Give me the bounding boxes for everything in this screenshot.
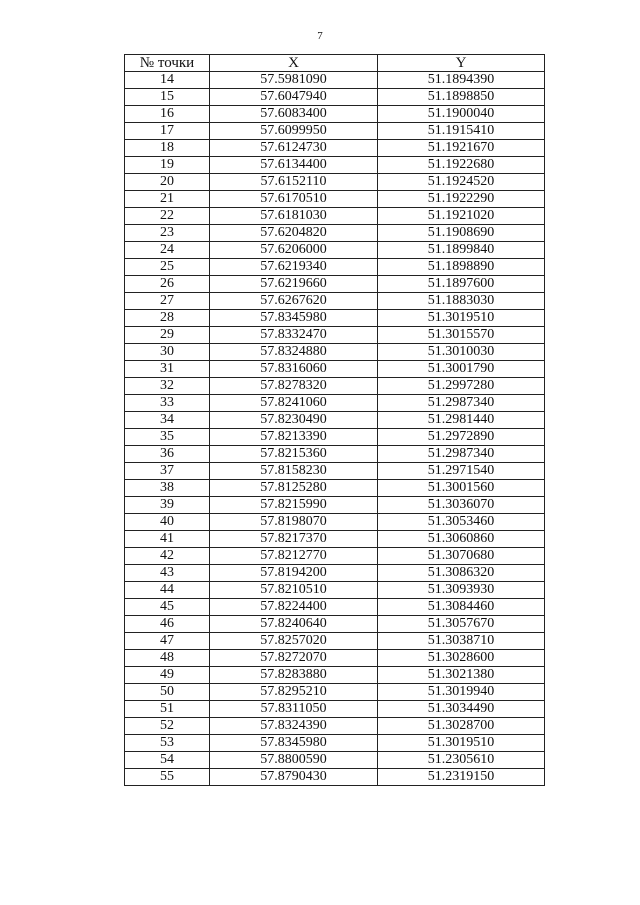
header-point-number: № точки <box>125 55 210 72</box>
x-cell: 57.8790430 <box>210 769 378 786</box>
table-row <box>125 140 545 157</box>
point-number-cell: 37 <box>125 463 210 480</box>
y-cell: 51.3060860 <box>378 531 545 548</box>
x-cell: 57.8125280 <box>210 480 378 497</box>
y-cell: 51.1894390 <box>378 72 545 89</box>
x-cell: 57.8295210 <box>210 684 378 701</box>
x-cell: 57.8215360 <box>210 446 378 463</box>
table-row <box>125 769 545 786</box>
y-cell: 51.1899840 <box>378 242 545 259</box>
table-row <box>125 123 545 140</box>
table-row <box>125 72 545 89</box>
table-row <box>125 344 545 361</box>
table-body <box>125 72 545 786</box>
y-cell: 51.1908690 <box>378 225 545 242</box>
x-cell: 57.6206000 <box>210 242 378 259</box>
x-cell: 57.6204820 <box>210 225 378 242</box>
y-cell: 51.2987340 <box>378 395 545 412</box>
y-cell: 51.3053460 <box>378 514 545 531</box>
x-cell: 57.8213390 <box>210 429 378 446</box>
point-number-cell: 49 <box>125 667 210 684</box>
x-cell: 57.8212770 <box>210 548 378 565</box>
x-cell: 57.8283880 <box>210 667 378 684</box>
x-cell: 57.6099950 <box>210 123 378 140</box>
point-number-cell: 47 <box>125 633 210 650</box>
y-cell: 51.3034490 <box>378 701 545 718</box>
point-number-cell: 51 <box>125 701 210 718</box>
y-cell: 51.1900040 <box>378 106 545 123</box>
point-number-cell: 54 <box>125 752 210 769</box>
table-row <box>125 497 545 514</box>
x-cell: 57.8257020 <box>210 633 378 650</box>
point-number-cell: 40 <box>125 514 210 531</box>
table-row <box>125 395 545 412</box>
point-number-cell: 22 <box>125 208 210 225</box>
y-cell: 51.1922680 <box>378 157 545 174</box>
table-row <box>125 735 545 752</box>
x-cell: 57.8210510 <box>210 582 378 599</box>
table-row <box>125 310 545 327</box>
table-row <box>125 225 545 242</box>
point-number-cell: 48 <box>125 650 210 667</box>
point-number-cell: 31 <box>125 361 210 378</box>
y-cell: 51.3028700 <box>378 718 545 735</box>
x-cell: 57.8272070 <box>210 650 378 667</box>
y-cell: 51.2987340 <box>378 446 545 463</box>
table-row <box>125 514 545 531</box>
table-row <box>125 616 545 633</box>
table-row <box>125 293 545 310</box>
y-cell: 51.3036070 <box>378 497 545 514</box>
y-cell: 51.1898890 <box>378 259 545 276</box>
table-row <box>125 208 545 225</box>
x-cell: 57.5981090 <box>210 72 378 89</box>
table-row <box>125 531 545 548</box>
x-cell: 57.8241060 <box>210 395 378 412</box>
point-number-cell: 55 <box>125 769 210 786</box>
point-number-cell: 45 <box>125 599 210 616</box>
table-row <box>125 361 545 378</box>
y-cell: 51.2981440 <box>378 412 545 429</box>
y-cell: 51.1921020 <box>378 208 545 225</box>
point-number-cell: 50 <box>125 684 210 701</box>
y-cell: 51.1915410 <box>378 123 545 140</box>
point-number-cell: 39 <box>125 497 210 514</box>
table-row <box>125 582 545 599</box>
table-row <box>125 242 545 259</box>
point-number-cell: 28 <box>125 310 210 327</box>
table-row <box>125 259 545 276</box>
y-cell: 51.3010030 <box>378 344 545 361</box>
x-cell: 57.8324390 <box>210 718 378 735</box>
table-row <box>125 157 545 174</box>
point-number-cell: 21 <box>125 191 210 208</box>
header-y: Y <box>378 55 545 72</box>
point-number-cell: 16 <box>125 106 210 123</box>
x-cell: 57.8316060 <box>210 361 378 378</box>
x-cell: 57.6083400 <box>210 106 378 123</box>
point-number-cell: 17 <box>125 123 210 140</box>
y-cell: 51.3015570 <box>378 327 545 344</box>
point-number-cell: 35 <box>125 429 210 446</box>
x-cell: 57.6219660 <box>210 276 378 293</box>
y-cell: 51.3001560 <box>378 480 545 497</box>
point-number-cell: 19 <box>125 157 210 174</box>
table-row <box>125 718 545 735</box>
x-cell: 57.8198070 <box>210 514 378 531</box>
y-cell: 51.1924520 <box>378 174 545 191</box>
y-cell: 51.1921670 <box>378 140 545 157</box>
point-number-cell: 44 <box>125 582 210 599</box>
table-row <box>125 276 545 293</box>
table-row <box>125 650 545 667</box>
header-row <box>125 55 545 72</box>
x-cell: 57.8217370 <box>210 531 378 548</box>
table-row <box>125 174 545 191</box>
point-number-cell: 20 <box>125 174 210 191</box>
table-row <box>125 480 545 497</box>
y-cell: 51.1922290 <box>378 191 545 208</box>
point-number-cell: 24 <box>125 242 210 259</box>
point-number-cell: 26 <box>125 276 210 293</box>
y-cell: 51.2305610 <box>378 752 545 769</box>
x-cell: 57.6047940 <box>210 89 378 106</box>
table-row <box>125 548 545 565</box>
y-cell: 51.3019940 <box>378 684 545 701</box>
point-number-cell: 15 <box>125 89 210 106</box>
y-cell: 51.3086320 <box>378 565 545 582</box>
y-cell: 51.3001790 <box>378 361 545 378</box>
y-cell: 51.3019510 <box>378 735 545 752</box>
y-cell: 51.3028600 <box>378 650 545 667</box>
table-row <box>125 191 545 208</box>
table-row <box>125 565 545 582</box>
table-row <box>125 378 545 395</box>
x-cell: 57.8240640 <box>210 616 378 633</box>
y-cell: 51.3019510 <box>378 310 545 327</box>
y-cell: 51.1883030 <box>378 293 545 310</box>
point-number-cell: 38 <box>125 480 210 497</box>
table-row <box>125 446 545 463</box>
x-cell: 57.8345980 <box>210 310 378 327</box>
table-row <box>125 752 545 769</box>
y-cell: 51.3070680 <box>378 548 545 565</box>
table-row <box>125 412 545 429</box>
point-number-cell: 29 <box>125 327 210 344</box>
coordinates-table <box>124 54 545 786</box>
x-cell: 57.6124730 <box>210 140 378 157</box>
y-cell: 51.2319150 <box>378 769 545 786</box>
x-cell: 57.8324880 <box>210 344 378 361</box>
point-number-cell: 33 <box>125 395 210 412</box>
x-cell: 57.6170510 <box>210 191 378 208</box>
table-row <box>125 599 545 616</box>
y-cell: 51.3021380 <box>378 667 545 684</box>
y-cell: 51.2971540 <box>378 463 545 480</box>
page-number: 7 <box>317 30 323 42</box>
table-row <box>125 429 545 446</box>
point-number-cell: 41 <box>125 531 210 548</box>
x-cell: 57.8278320 <box>210 378 378 395</box>
point-number-cell: 52 <box>125 718 210 735</box>
table-header <box>125 55 545 72</box>
y-cell: 51.2997280 <box>378 378 545 395</box>
x-cell: 57.6267620 <box>210 293 378 310</box>
table-row <box>125 667 545 684</box>
table-row <box>125 633 545 650</box>
x-cell: 57.6181030 <box>210 208 378 225</box>
point-number-cell: 27 <box>125 293 210 310</box>
table-row <box>125 463 545 480</box>
point-number-cell: 14 <box>125 72 210 89</box>
point-number-cell: 42 <box>125 548 210 565</box>
x-cell: 57.6134400 <box>210 157 378 174</box>
table-row <box>125 89 545 106</box>
point-number-cell: 23 <box>125 225 210 242</box>
point-number-cell: 46 <box>125 616 210 633</box>
x-cell: 57.8194200 <box>210 565 378 582</box>
y-cell: 51.3057670 <box>378 616 545 633</box>
header-x: X <box>210 55 378 72</box>
table-row <box>125 327 545 344</box>
x-cell: 57.8215990 <box>210 497 378 514</box>
point-number-cell: 36 <box>125 446 210 463</box>
y-cell: 51.2972890 <box>378 429 545 446</box>
point-number-cell: 43 <box>125 565 210 582</box>
point-number-cell: 25 <box>125 259 210 276</box>
x-cell: 57.8158230 <box>210 463 378 480</box>
y-cell: 51.3084460 <box>378 599 545 616</box>
table-row <box>125 684 545 701</box>
table-row <box>125 701 545 718</box>
x-cell: 57.8311050 <box>210 701 378 718</box>
x-cell: 57.8224400 <box>210 599 378 616</box>
x-cell: 57.6219340 <box>210 259 378 276</box>
point-number-cell: 34 <box>125 412 210 429</box>
x-cell: 57.8800590 <box>210 752 378 769</box>
y-cell: 51.3093930 <box>378 582 545 599</box>
point-number-cell: 32 <box>125 378 210 395</box>
x-cell: 57.8332470 <box>210 327 378 344</box>
table-row <box>125 106 545 123</box>
point-number-cell: 53 <box>125 735 210 752</box>
y-cell: 51.1897600 <box>378 276 545 293</box>
x-cell: 57.8345980 <box>210 735 378 752</box>
y-cell: 51.3038710 <box>378 633 545 650</box>
y-cell: 51.1898850 <box>378 89 545 106</box>
point-number-cell: 30 <box>125 344 210 361</box>
point-number-cell: 18 <box>125 140 210 157</box>
x-cell: 57.8230490 <box>210 412 378 429</box>
x-cell: 57.6152110 <box>210 174 378 191</box>
